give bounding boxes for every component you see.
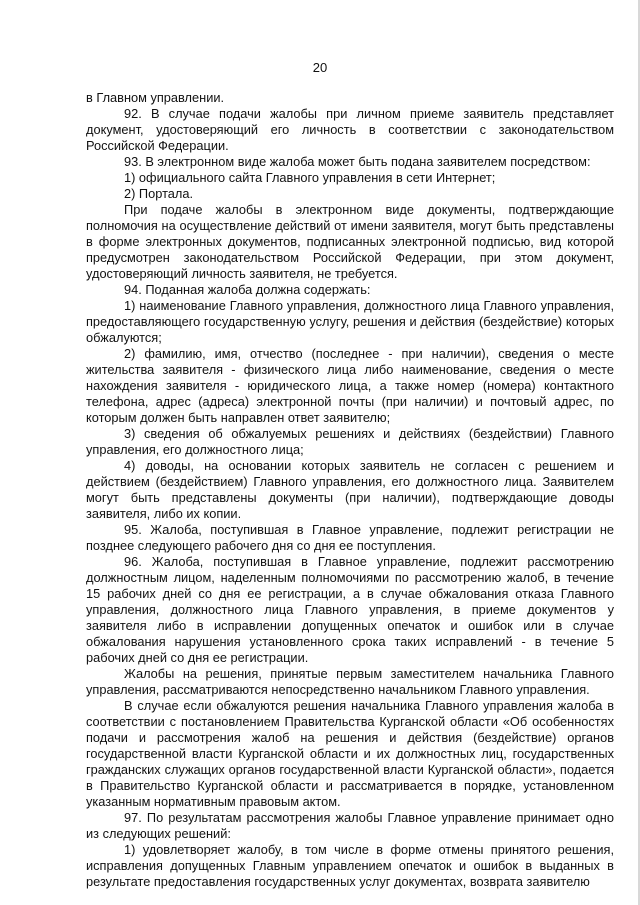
page-number: 20 [312, 60, 328, 75]
paragraph-continuation: в Главном управлении. [86, 90, 225, 105]
paragraph-97-item-1: 1) удовлетворяет жалобу, в том числе в форме отмены принятого решения, исправления допущенных Главным управлением опечаток и ошибок в выданных в результате предоставления государственных услуг документах, возврата заявителю [86, 842, 614, 889]
paragraph-93-item-1: 1) официального сайта Главного управления в сети Интернет; [124, 170, 496, 185]
paragraph-94-item-2: 2) фамилию, имя, отчество (последнее - при наличии), сведения о месте жительства заявителя - физического лица либо наименование, сведения о месте нахождения заявителя - юридического лица, а также номер (номера) контактного телефона, адрес (адреса) электронной почты (при наличии) и почтовый адрес, по которым должен быть направлен ответ заявителю; [86, 346, 614, 425]
paragraph-93: 93. В электронном виде жалоба может быть подана заявителем посредством: [124, 154, 591, 169]
paragraph-94: 94. Поданная жалоба должна содержать: [124, 282, 371, 297]
paragraph-95: 95. Жалоба, поступившая в Главное управление, подлежит регистрации не позднее следующего рабочего дня со дня ее поступления. [86, 522, 614, 553]
paragraph-94-item-1: 1) наименование Главного управления, должностного лица Главного управления, предоставляющего государственную услугу, решения и действия (бездействие) которых обжалуются; [86, 298, 614, 345]
paragraph-electronic-submission: При подаче жалобы в электронном виде документы, подтверждающие полномочия на осуществление действий от имени заявителя, могут быть представлены в форме электронных документов, подписанных электронной подписью, вид которой предусмотрен законодательством Российской Федерации, при этом документ, удостоверяющий личность заявителя, не требуется. [86, 202, 614, 281]
paragraph-first-deputy: Жалобы на решения, принятые первым заместителем начальника Главного управления, рассматриваются непосредственно начальником Главного управления. [86, 666, 614, 697]
paragraph-92: 92. В случае подачи жалобы при личном приеме заявитель представляет документ, удостоверяющий его личность в соответствии с законодательством Российской Федерации. [86, 106, 614, 153]
paragraph-97: 97. По результатам рассмотрения жалобы Главное управление принимает одно из следующих решений: [86, 810, 614, 841]
paragraph-96: 96. Жалоба, поступившая в Главное управление, подлежит рассмотрению должностным лицом, наделенным полномочиями по рассмотрению жалоб, в течение 15 рабочих дней со дня ее регистрации, а в случае обжалования отказа Главного управления, должностного лица Главного управления, в приеме документов у заявителя либо в исправлении допущенных опечаток и ошибок или в случае обжалования нарушения установленного срока таких исправлений - в течение 5 рабочих дней со дня ее регистрации. [86, 554, 614, 665]
paragraph-head-decisions: В случае если обжалуются решения начальника Главного управления жалоба в соответствии с постановлением Правительства Курганской области «Об особенностях подачи и рассмотрения жалоб на решения и действия (бездействие) органов государственной власти Курганской области и их должностных лиц, государственных гражданских служащих органов государственной власти Курганской области», подается в Правительство Курганской области и рассматривается в порядке, установленном указанным нормативным правовым актом. [86, 698, 614, 809]
document-body [86, 90, 614, 890]
paragraph-94-item-4: 4) доводы, на основании которых заявитель не согласен с решением и действием (бездействием) Главного управления, его должностного лица. Заявителем могут быть представлены документы (при наличии), подтверждающие доводы заявителя, либо их копии. [86, 458, 614, 521]
paragraph-94-item-3: 3) сведения об обжалуемых решениях и действиях (бездействии) Главного управления, его должностного лица; [86, 426, 614, 457]
paragraph-93-item-2: 2) Портала. [124, 186, 194, 201]
